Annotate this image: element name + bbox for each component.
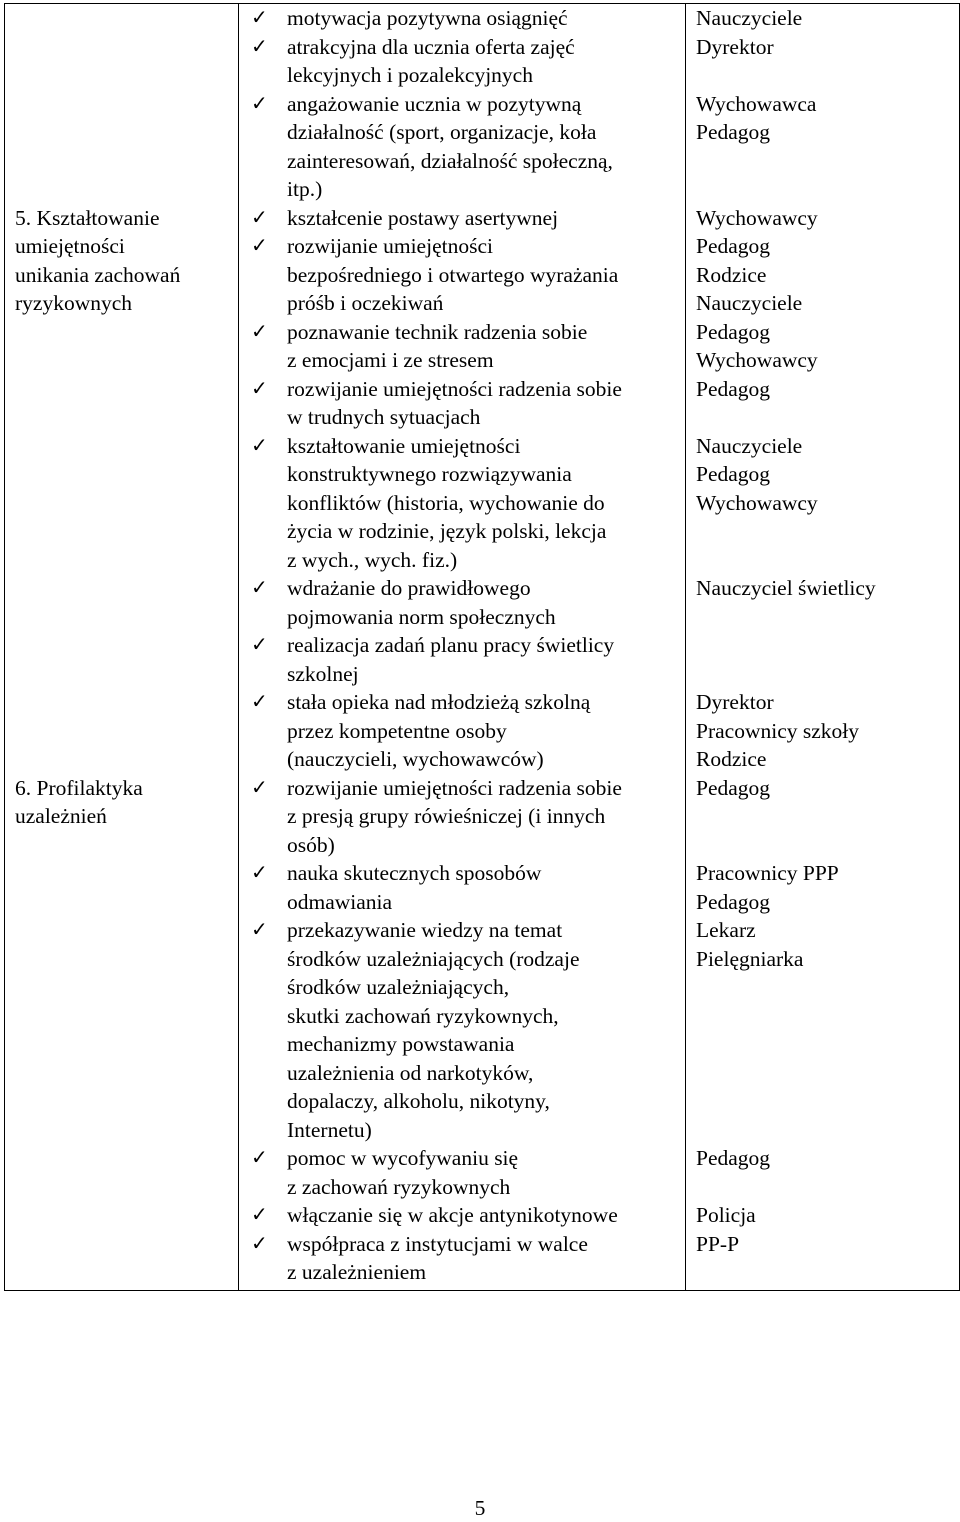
topic-column bbox=[5, 4, 239, 1291]
responsible-entry: Lekarz bbox=[696, 918, 756, 942]
activity-line: przekazywanie wiedzy na temat bbox=[287, 918, 563, 942]
responsible-entry: Wychowawcy bbox=[696, 205, 818, 230]
check-icon: ✓ bbox=[251, 776, 268, 799]
check-icon: ✓ bbox=[251, 35, 268, 58]
topic-line: unikania zachowań bbox=[15, 262, 181, 287]
check-icon: ✓ bbox=[251, 235, 268, 257]
activity-line: motywacja pozytywna osiągnięć bbox=[287, 6, 568, 30]
responsible-entry: Nauczyciel świetlicy bbox=[696, 576, 876, 600]
responsible-entry: Rodzice bbox=[696, 262, 767, 287]
activity-line: konfliktów (historia, wychowanie do bbox=[287, 490, 605, 515]
activity-line: kształtowanie umiejętności bbox=[287, 433, 521, 458]
responsible-entry: Wychowawcy bbox=[696, 348, 818, 372]
check-icon: ✓ bbox=[251, 919, 268, 941]
activity-line: poznawanie technik radzenia sobie bbox=[287, 319, 588, 344]
activity-line: w trudnych sytuacjach bbox=[287, 405, 481, 429]
activity-line: rozwijanie umiejętności radzenia sobie bbox=[287, 376, 622, 401]
responsible-entry: Pedagog bbox=[696, 234, 771, 258]
responsible-entry: Pedagog bbox=[696, 889, 771, 914]
responsible-entry: Pedagog bbox=[696, 1146, 771, 1170]
check-icon: ✓ bbox=[251, 320, 268, 343]
check-icon: ✓ bbox=[251, 206, 268, 229]
topic-line: uzależnień bbox=[15, 804, 107, 828]
responsible-entry: Nauczyciele bbox=[696, 291, 803, 315]
responsible-column bbox=[686, 4, 960, 1291]
activity-line: życia w rodzinie, język polski, lekcja bbox=[287, 519, 607, 543]
activity-line: nauka skutecznych sposobów bbox=[287, 861, 542, 885]
activity-line: z emocjami i ze stresem bbox=[287, 348, 494, 372]
check-icon: ✓ bbox=[251, 434, 268, 457]
activity-line: odmawiania bbox=[287, 889, 393, 914]
check-icon: ✓ bbox=[251, 1232, 268, 1255]
responsible-entry: Pedagog bbox=[696, 775, 771, 800]
activity-line: środków uzależniających, bbox=[287, 975, 510, 999]
responsible-entry: Pedagog bbox=[696, 376, 771, 401]
activity-line: z zachowań ryzykownych bbox=[287, 1174, 511, 1199]
topic-line: umiejętności bbox=[15, 234, 125, 258]
responsible-entry: Pedagog bbox=[696, 462, 771, 486]
responsible-entry: Pedagog bbox=[696, 319, 771, 344]
activity-line: zainteresowań, działalność społeczną, bbox=[287, 148, 613, 173]
activity-line: próśb i oczekiwań bbox=[287, 291, 444, 315]
activity-line: realizacja zadań planu pracy świetlicy bbox=[287, 633, 615, 657]
responsible-entry: Pedagog bbox=[696, 120, 771, 144]
activity-line: Internetu) bbox=[287, 1117, 372, 1142]
page-number: 5 bbox=[474, 1496, 486, 1520]
activity-line: przez kompetentne osoby bbox=[287, 718, 507, 743]
responsible-entry: Wychowawcy bbox=[696, 490, 818, 515]
activity-line: osób) bbox=[287, 832, 335, 857]
activity-line: atrakcyjna dla ucznia oferta zajęć bbox=[287, 34, 575, 59]
responsible-entry: Dyrektor bbox=[696, 34, 774, 59]
activity-line: z uzależnieniem bbox=[287, 1260, 427, 1284]
topic-line: 5. Kształtowanie bbox=[15, 205, 160, 230]
activity-line: itp.) bbox=[287, 177, 323, 201]
activity-line: stała opieka nad młodzieżą szkolną bbox=[287, 690, 591, 714]
activity-line: (nauczycieli, wychowawców) bbox=[287, 747, 544, 771]
activity-line: kształcenie postawy asertywnej bbox=[287, 205, 559, 230]
activity-line: z presją grupy rówieśniczej (i innych bbox=[287, 804, 606, 828]
responsible-entry: Nauczyciele bbox=[696, 6, 803, 30]
activity-line: włączanie się w akcje antynikotynowe bbox=[287, 1203, 618, 1227]
responsible-entry: Pracownicy szkoły bbox=[696, 718, 860, 743]
activity-line: szkolnej bbox=[287, 661, 359, 686]
responsible-entry: Wychowawca bbox=[696, 91, 817, 116]
check-icon: ✓ bbox=[251, 1204, 268, 1226]
check-icon: ✓ bbox=[251, 377, 268, 400]
activity-line: działalność (sport, organizacje, koła bbox=[287, 120, 597, 144]
responsible-entry: Dyrektor bbox=[696, 690, 774, 714]
activities-column bbox=[239, 4, 686, 1291]
responsible-entry: Policja bbox=[696, 1203, 756, 1227]
activity-line: rozwijanie umiejętności bbox=[287, 234, 493, 258]
check-icon: ✓ bbox=[251, 691, 268, 713]
responsible-entry: Rodzice bbox=[696, 747, 767, 771]
check-icon: ✓ bbox=[251, 577, 268, 599]
activity-line: z wych., wych. fiz.) bbox=[287, 547, 458, 572]
check-icon: ✓ bbox=[251, 862, 268, 884]
responsible-entry: Pracownicy PPP bbox=[696, 861, 839, 885]
activity-line: dopalaczy, alkoholu, nikotyny, bbox=[287, 1089, 550, 1113]
activity-line: skutki zachowań ryzykownych, bbox=[287, 1003, 559, 1028]
activity-line: pojmowania norm społecznych bbox=[287, 604, 556, 629]
responsible-entry: PP-P bbox=[696, 1231, 740, 1256]
activity-line: konstruktywnego rozwiązywania bbox=[287, 462, 572, 486]
activity-line: pomoc w wycofywaniu się bbox=[287, 1146, 519, 1170]
check-icon: ✓ bbox=[251, 1147, 268, 1169]
activity-line: rozwijanie umiejętności radzenia sobie bbox=[287, 775, 622, 800]
check-icon: ✓ bbox=[251, 634, 268, 656]
topic-line: ryzykownych bbox=[15, 291, 133, 315]
responsible-entry: Pielęgniarka bbox=[696, 946, 804, 971]
activity-line: lekcyjnych i pozalekcyjnych bbox=[287, 63, 533, 87]
check-icon: ✓ bbox=[251, 92, 268, 115]
activity-line: mechanizmy powstawania bbox=[287, 1032, 515, 1056]
table-row bbox=[5, 4, 960, 1291]
activity-line: uzależnienia od narkotyków, bbox=[287, 1060, 534, 1085]
activity-line: angażowanie ucznia w pozytywną bbox=[287, 91, 582, 116]
plan-table bbox=[4, 3, 960, 1291]
check-icon: ✓ bbox=[251, 7, 268, 29]
activity-line: współpraca z instytucjami w walce bbox=[287, 1231, 588, 1256]
activity-line: bezpośredniego i otwartego wyrażania bbox=[287, 262, 619, 287]
activity-line: środków uzależniających (rodzaje bbox=[287, 946, 580, 971]
activity-line: wdrażanie do prawidłowego bbox=[287, 576, 531, 600]
topic-line: 6. Profilaktyka bbox=[15, 775, 143, 800]
responsible-entry: Nauczyciele bbox=[696, 433, 803, 458]
